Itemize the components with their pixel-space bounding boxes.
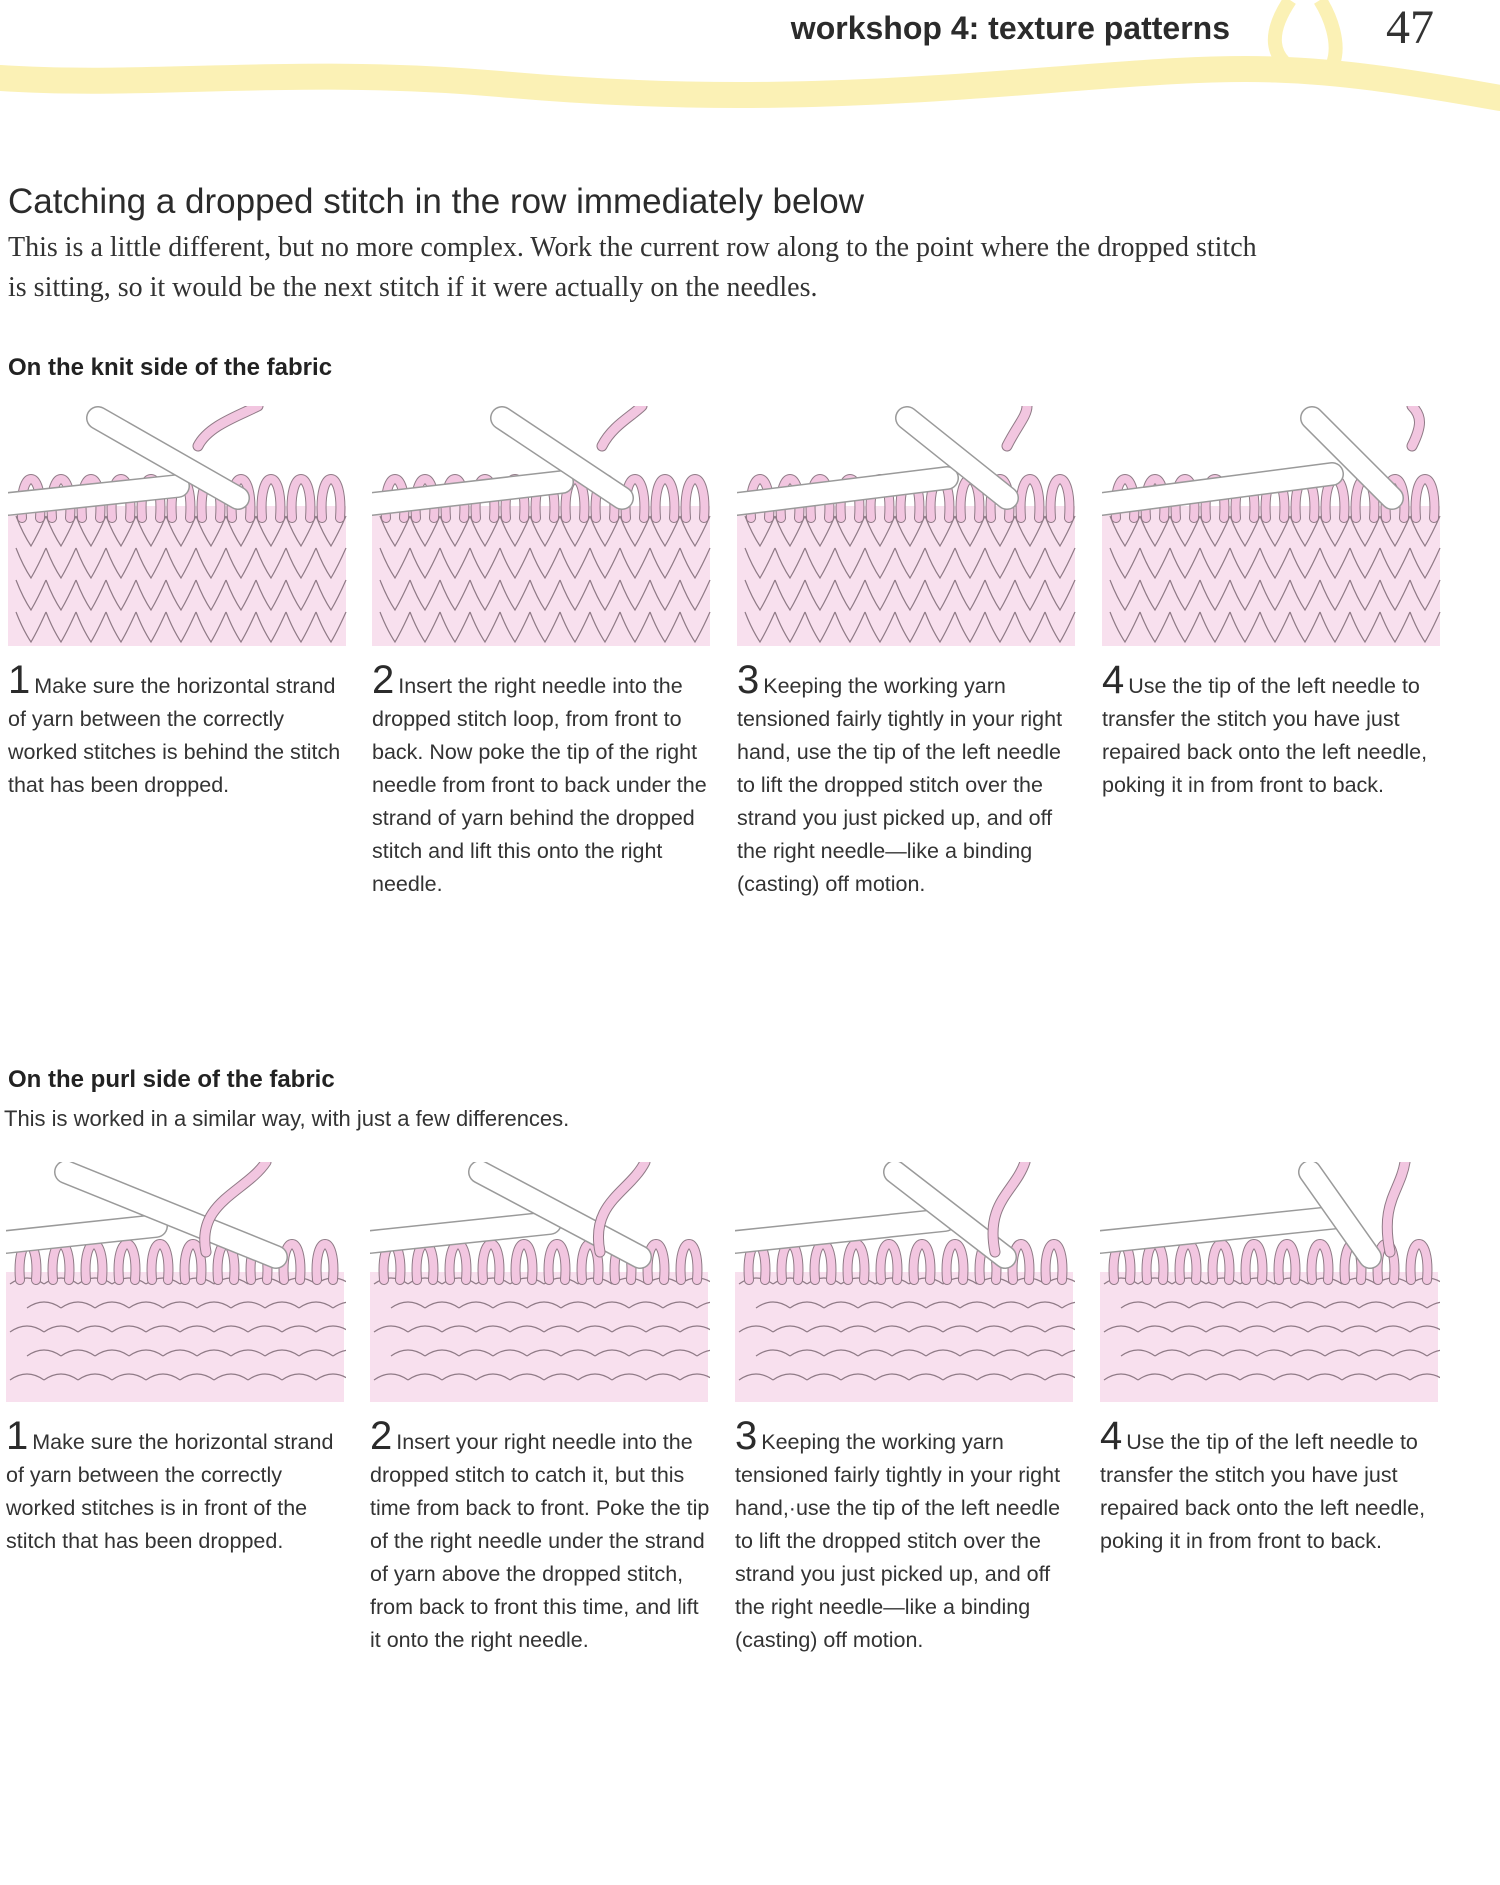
step-number: 3 bbox=[737, 658, 760, 702]
knit-step-2-text bbox=[372, 658, 717, 901]
purl-fabric bbox=[370, 1272, 708, 1402]
step-number: 1 bbox=[6, 1414, 29, 1458]
purl-step-2-text bbox=[370, 1414, 715, 1657]
step-number: 2 bbox=[370, 1414, 393, 1458]
knit-step-1-illustration bbox=[8, 406, 348, 646]
working-yarn bbox=[1412, 406, 1420, 446]
knit-step-2-illustration bbox=[372, 406, 712, 646]
step-number: 4 bbox=[1102, 658, 1125, 702]
purl-side-heading: On the purl side of the fabric bbox=[8, 1066, 335, 1093]
knit-step-4-text bbox=[1102, 658, 1447, 802]
step-number: 1 bbox=[8, 658, 31, 702]
step-description: Make sure the horizontal strand of yarn between the correctly worked stitches is behind the stitch that has been dropped. bbox=[8, 674, 341, 797]
step-description: Use the tip of the left needle to transfer the stitch you have just repaired back onto the left needle, poking it in from front to back. bbox=[1100, 1430, 1426, 1553]
knit-side-steps bbox=[0, 406, 1500, 926]
header-yarn-band bbox=[0, 0, 1500, 130]
step-number: 3 bbox=[735, 1414, 758, 1458]
running-head: workshop 4: texture patterns bbox=[790, 10, 1230, 46]
page-number: 47 bbox=[1386, 1, 1434, 54]
purl-step-2-illustration bbox=[370, 1162, 710, 1402]
step-description: Make sure the horizontal strand of yarn between the correctly worked stitches is in front of the stitch that has been dropped. bbox=[6, 1430, 334, 1553]
knit-step-3-illustration bbox=[737, 406, 1077, 646]
step-description: Insert the right needle into the dropped stitch loop, from front to back. Now poke the tip of the right needle from front to back under the strand of yarn behind the dropped stitch and lift this onto the right needle. bbox=[372, 674, 707, 896]
purl-step-1-illustration bbox=[6, 1162, 346, 1402]
knit-step-3-text bbox=[737, 658, 1082, 901]
step-number: 4 bbox=[1100, 1414, 1123, 1458]
section-title: Catching a dropped stitch in the row immediately below bbox=[8, 182, 864, 221]
purl-fabric bbox=[735, 1272, 1073, 1402]
purl-fabric bbox=[1100, 1272, 1438, 1402]
step-number: 2 bbox=[372, 658, 395, 702]
knit-step-1-text bbox=[8, 658, 353, 802]
purl-fabric bbox=[6, 1272, 344, 1402]
step-description: Use the tip of the left needle to transfer the stitch you have just repaired back onto the left needle, poking it in from front to back. bbox=[1102, 674, 1428, 797]
step-description: Keeping the working yarn tensioned fairly tightly in your right hand,·use the tip of the left needle to lift the dropped stitch over the strand you just picked up, and off the right needle—like a binding (casting) off motion. bbox=[735, 1430, 1061, 1652]
working-yarn bbox=[602, 406, 642, 446]
section-intro: This is a little different, but no more complex. Work the current row along to the point where the dropped stitch is sitting, so it would be the next stitch if it were actually on the needles. bbox=[8, 232, 1257, 303]
purl-step-4-text bbox=[1100, 1414, 1445, 1558]
knit-fabric bbox=[737, 506, 1075, 646]
purl-side-note: This is worked in a similar way, with just a few differences. bbox=[4, 1106, 570, 1131]
left-needle bbox=[1100, 1217, 1340, 1242]
purl-step-4-illustration bbox=[1100, 1162, 1440, 1402]
purl-side-steps bbox=[0, 1162, 1500, 1682]
purl-step-1-text bbox=[6, 1414, 351, 1558]
knit-side-heading: On the knit side of the fabric bbox=[8, 354, 333, 381]
knit-fabric bbox=[8, 506, 346, 646]
step-description: Keeping the working yarn tensioned fairly tightly in your right hand, use the tip of the left needle to lift the dropped stitch over the strand you just picked up, and off the right needle—like a binding (casting) off motion. bbox=[737, 674, 1063, 896]
knit-fabric bbox=[372, 506, 710, 646]
purl-step-3-text bbox=[735, 1414, 1080, 1657]
left-needle bbox=[735, 1220, 945, 1242]
knit-fabric bbox=[1102, 506, 1440, 646]
step-description: Insert your right needle into the dropped stitch to catch it, but this time from back to front. Poke the tip of the right needle under the strand of yarn above the dropped stitch, from back to front this time, and lift it onto the right needle. bbox=[370, 1430, 710, 1652]
knit-step-4-illustration bbox=[1102, 406, 1442, 646]
purl-step-3-illustration bbox=[735, 1162, 1075, 1402]
